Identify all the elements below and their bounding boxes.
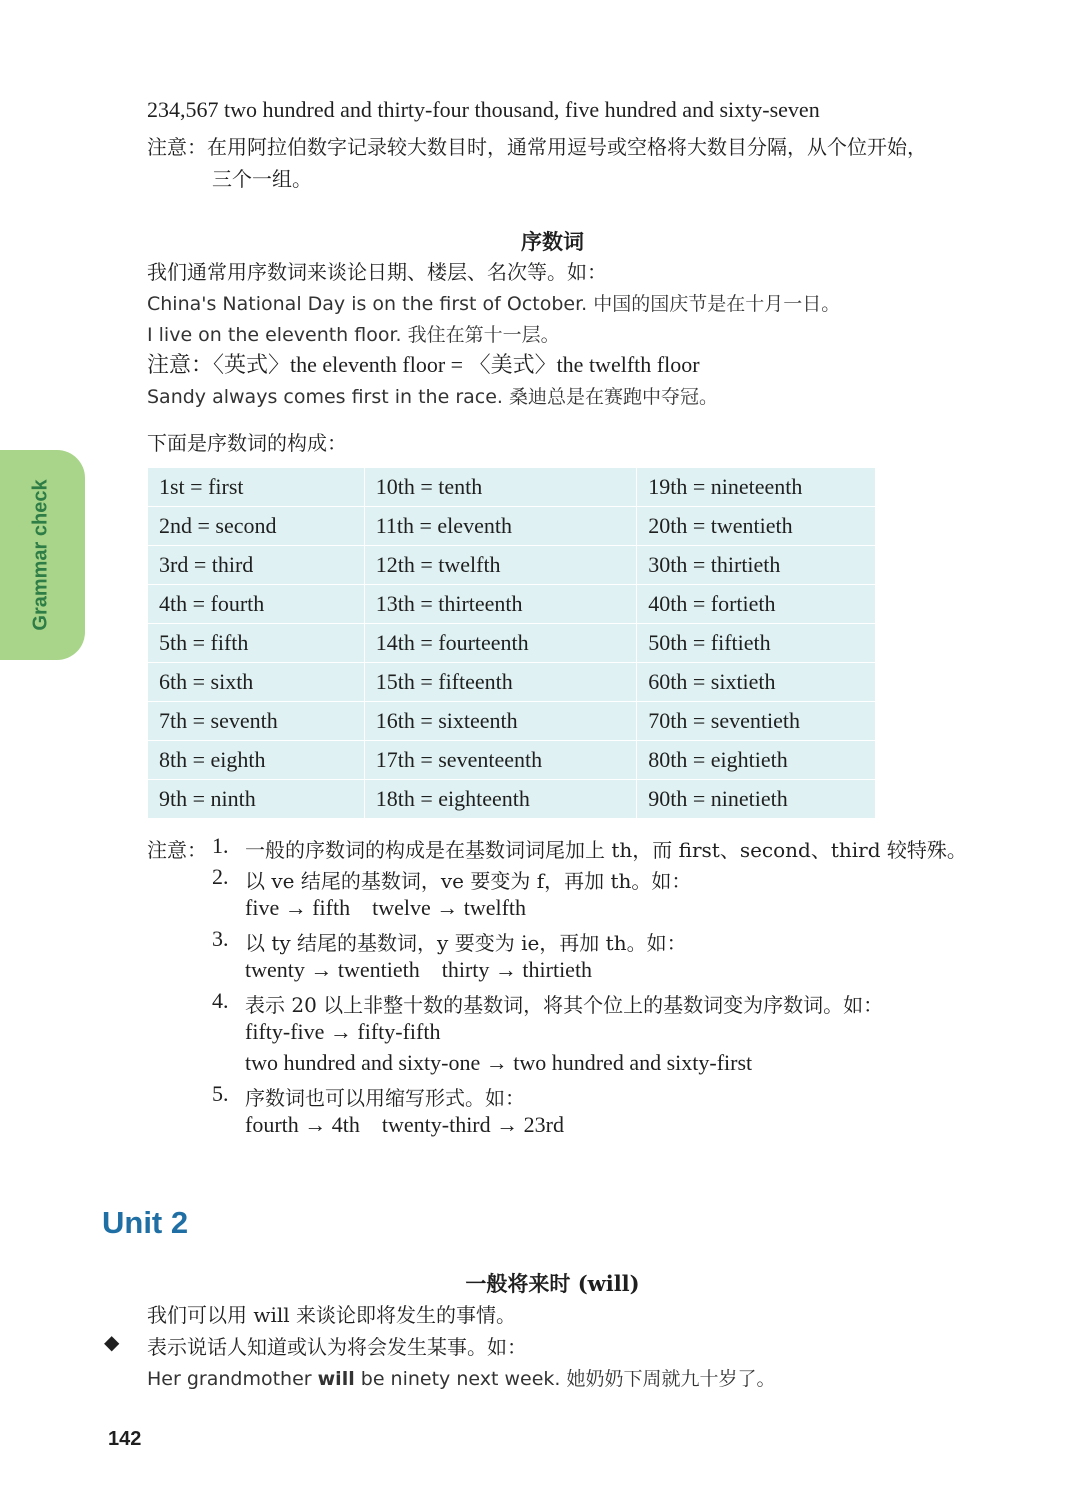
note-1-text: 一般的序数词的构成是在基数词词尾加上 th，而 first、second、third 较特殊。 xyxy=(245,838,967,862)
ordinal-example-1: China's National Day is on the first of October. 中国的国庆节是在十月一日。 xyxy=(147,293,841,315)
number-note-line2: 三个一组。 xyxy=(212,167,312,191)
table-cell: 2nd = second xyxy=(148,507,365,546)
future-example-start: Her grandmother xyxy=(147,1368,318,1390)
table-row xyxy=(148,624,876,663)
note-5-number: 5. xyxy=(212,1081,229,1106)
table-cell: 15th = fifteenth xyxy=(364,663,637,702)
unit-2-title: Unit 2 xyxy=(102,1205,189,1240)
note-4-example-2: two hundred and sixty-one → two hundred and sixty-first xyxy=(245,1050,753,1075)
note-2-number: 2. xyxy=(212,864,229,889)
table-cell: 40th = fortieth xyxy=(637,585,876,624)
table-cell: 12th = twelfth xyxy=(364,546,637,585)
ordinal-example-2: I live on the eleventh floor. 我住在第十一层。 xyxy=(147,324,560,346)
note-2-text: 以 ve 结尾的基数词，ve 要变为 f，再加 th。如： xyxy=(245,869,692,893)
ordinal-example-3: Sandy always comes first in the race. 桑迪总是在赛跑中夺冠。 xyxy=(147,386,719,408)
future-example-end: be ninety next week. 她奶奶下周就九十岁了。 xyxy=(354,1368,776,1390)
table-cell: 90th = ninetieth xyxy=(637,780,876,819)
table-cell: 1st = first xyxy=(148,468,365,507)
note-4-text: 表示 20 以上非整十数的基数词，将其个位上的基数词变为序数词。如： xyxy=(245,993,884,1017)
table-cell: 7th = seventh xyxy=(148,702,365,741)
table-intro: 下面是序数词的构成： xyxy=(147,431,347,455)
table-cell: 17th = seventeenth xyxy=(364,741,637,780)
table-cell: 18th = eighteenth xyxy=(364,780,637,819)
note-4-example-1: fifty-five → fifty-fifth xyxy=(245,1019,441,1044)
grammar-check-tab-label: Grammar check xyxy=(29,479,52,631)
table-cell: 8th = eighth xyxy=(148,741,365,780)
table-cell: 50th = fiftieth xyxy=(637,624,876,663)
note-5-example: fourth → 4th twenty-third → 23rd xyxy=(245,1112,564,1137)
future-tense-heading: 一般将来时 (will) xyxy=(465,1271,640,1296)
table-cell: 20th = twentieth xyxy=(637,507,876,546)
table-cell: 5th = fifth xyxy=(148,624,365,663)
table-row xyxy=(148,468,876,507)
number-example-line: 234,567 two hundred and thirty-four thousand, five hundred and sixty-seven xyxy=(147,97,820,122)
future-bullet-text: 表示说话人知道或认为将会发生某事。如： xyxy=(147,1335,527,1359)
table-cell: 80th = eightieth xyxy=(637,741,876,780)
note-3-number: 3. xyxy=(212,926,229,951)
future-tense-intro: 我们可以用 will 来谈论即将发生的事情。 xyxy=(147,1303,517,1327)
number-note-line1: 注意：在用阿拉伯数字记录较大数目时，通常用逗号或空格将大数目分隔，从个位开始， xyxy=(147,135,927,159)
table-cell: 13th = thirteenth xyxy=(364,585,637,624)
future-example xyxy=(147,1364,775,1391)
table-row xyxy=(148,780,876,819)
diamond-bullet-icon: ◆ xyxy=(104,1330,120,1354)
note-3-example: twenty → twentieth thirty → thirtieth xyxy=(245,957,593,982)
ordinal-table xyxy=(147,467,876,819)
table-cell: 30th = thirtieth xyxy=(637,546,876,585)
table-cell: 16th = sixteenth xyxy=(364,702,637,741)
table-cell: 3rd = third xyxy=(148,546,365,585)
table-cell: 14th = fourteenth xyxy=(364,624,637,663)
note-4-number: 4. xyxy=(212,988,229,1013)
note-1-number: 1. xyxy=(212,833,229,858)
table-cell: 10th = tenth xyxy=(364,468,637,507)
note-3-text: 以 ty 结尾的基数词，y 要变为 ie，再加 th。如： xyxy=(245,931,687,955)
table-row xyxy=(148,663,876,702)
page-number: 142 xyxy=(108,1428,142,1450)
ordinal-intro: 我们通常用序数词来谈论日期、楼层、名次等。如： xyxy=(147,260,607,284)
table-cell: 9th = ninth xyxy=(148,780,365,819)
note-5-text: 序数词也可以用缩写形式。如： xyxy=(245,1086,525,1110)
ordinal-heading: 序数词 xyxy=(521,229,584,254)
note-2-example: five → fifth twelve → twelfth xyxy=(245,895,527,920)
ordinal-note: 注意：〈英式〉the eleventh floor = 〈美式〉the twelfth floor xyxy=(147,352,700,377)
table-cell: 60th = sixtieth xyxy=(637,663,876,702)
table-row xyxy=(148,702,876,741)
notes-prefix: 注意： xyxy=(147,838,207,862)
table-cell: 4th = fourth xyxy=(148,585,365,624)
table-cell: 19th = nineteenth xyxy=(637,468,876,507)
table-row xyxy=(148,546,876,585)
table-cell: 11th = eleventh xyxy=(364,507,637,546)
table-row xyxy=(148,741,876,780)
table-cell: 70th = seventieth xyxy=(637,702,876,741)
table-row xyxy=(148,585,876,624)
table-row xyxy=(148,507,876,546)
table-cell: 6th = sixth xyxy=(148,663,365,702)
future-example-keyword: will xyxy=(317,1368,355,1390)
